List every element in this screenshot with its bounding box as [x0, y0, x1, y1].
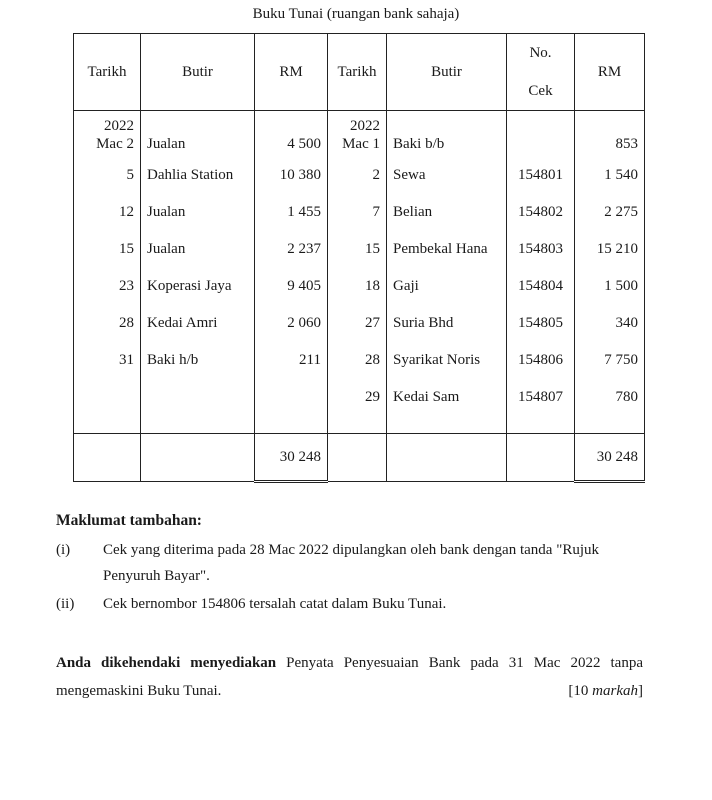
- credit-cheque: 154807: [507, 379, 575, 416]
- debit-amount: 211: [255, 342, 328, 379]
- info-title: Maklumat tambahan:: [56, 512, 202, 529]
- table-row: [74, 111, 645, 158]
- header-tarikh-left: Tarikh: [74, 34, 141, 111]
- credit-cheque: 154804: [507, 268, 575, 305]
- credit-cheque: [507, 111, 575, 158]
- credit-date: 29: [328, 379, 387, 416]
- year-right: 2022: [350, 118, 380, 134]
- debit-amount: 4 500: [255, 111, 328, 158]
- header-no-cek: [507, 34, 575, 111]
- credit-cheque: 154806: [507, 342, 575, 379]
- debit-amount: [255, 379, 328, 416]
- table-row: [74, 268, 645, 305]
- marks-word: markah: [592, 683, 638, 699]
- table-row: [74, 157, 645, 194]
- debit-details: Kedai Amri: [141, 305, 255, 342]
- debit-details: Dahlia Station: [141, 157, 255, 194]
- credit-details: Sewa: [387, 157, 507, 194]
- credit-details: Belian: [387, 194, 507, 231]
- credit-amount: 780: [575, 379, 645, 416]
- table-row: [74, 379, 645, 416]
- header-rm-left: RM: [255, 34, 328, 111]
- credit-date: 18: [328, 268, 387, 305]
- table-spacer-row: [74, 416, 645, 434]
- debit-date: 31: [74, 342, 141, 379]
- credit-details: Gaji: [387, 268, 507, 305]
- credit-amount: 1 500: [575, 268, 645, 305]
- credit-details: Kedai Sam: [387, 379, 507, 416]
- header-cek-label: Cek: [528, 83, 553, 99]
- table-caption: Buku Tunai (ruangan bank sahaja): [252, 6, 460, 22]
- debit-date: 12: [74, 194, 141, 231]
- info-item-text: Cek yang diterima pada 28 Mac 2022 dipulangkan oleh bank dengan tanda "Rujuk Penyuruh Bayar".: [103, 542, 599, 584]
- debit-date: 15: [74, 231, 141, 268]
- info-item-text: Cek bernombor 154806 tersalah catat dalam Buku Tunai.: [103, 596, 447, 612]
- marks-suffix: ]: [638, 683, 643, 699]
- year-left: 2022: [104, 118, 134, 134]
- credit-amount: 15 210: [575, 231, 645, 268]
- total-right: 30 248: [575, 434, 645, 482]
- info-item-2: [56, 591, 646, 617]
- debit-date: [74, 111, 141, 158]
- header-butir-left: Butir: [141, 34, 255, 111]
- table-total-row: [74, 434, 645, 482]
- table-row: [74, 305, 645, 342]
- instruction-bold: Anda dikehendaki menyediakan: [56, 655, 277, 671]
- header-tarikh-right: Tarikh: [328, 34, 387, 111]
- credit-date: [328, 111, 387, 158]
- credit-cheque: 154802: [507, 194, 575, 231]
- debit-details: Jualan: [141, 231, 255, 268]
- info-item-number: (i): [56, 542, 71, 558]
- credit-date-value: Mac 1: [342, 136, 380, 152]
- table-row: [74, 194, 645, 231]
- debit-date: [74, 379, 141, 416]
- credit-date: 28: [328, 342, 387, 379]
- header-butir-right: Butir: [387, 34, 507, 111]
- info-item-1: [56, 537, 646, 589]
- credit-cheque: 154803: [507, 231, 575, 268]
- credit-date: 15: [328, 231, 387, 268]
- debit-details: Jualan: [141, 194, 255, 231]
- debit-amount: 10 380: [255, 157, 328, 194]
- credit-date: 2: [328, 157, 387, 194]
- header-rm-right: RM: [575, 34, 645, 111]
- table-header-row: [74, 34, 645, 111]
- info-item-number: (ii): [56, 596, 75, 612]
- header-no-label: No.: [529, 45, 552, 61]
- credit-amount: 340: [575, 305, 645, 342]
- instruction: [56, 649, 643, 705]
- debit-details: Koperasi Jaya: [141, 268, 255, 305]
- total-left: 30 248: [255, 434, 328, 482]
- credit-amount: 1 540: [575, 157, 645, 194]
- table-row: [74, 342, 645, 379]
- credit-cheque: 154801: [507, 157, 575, 194]
- debit-amount: 2 237: [255, 231, 328, 268]
- debit-amount: 1 455: [255, 194, 328, 231]
- credit-details: Suria Bhd: [387, 305, 507, 342]
- credit-cheque: 154805: [507, 305, 575, 342]
- table-row: [74, 231, 645, 268]
- credit-date: 27: [328, 305, 387, 342]
- debit-amount: 2 060: [255, 305, 328, 342]
- debit-amount: 9 405: [255, 268, 328, 305]
- cash-book-table: [73, 33, 645, 483]
- credit-details: Baki b/b: [387, 111, 507, 158]
- debit-details: Jualan: [141, 111, 255, 158]
- marks-label: [568, 677, 643, 705]
- credit-date: 7: [328, 194, 387, 231]
- credit-details: Syarikat Noris: [387, 342, 507, 379]
- debit-details: Baki h/b: [141, 342, 255, 379]
- credit-amount: 2 275: [575, 194, 645, 231]
- marks-prefix: [10: [568, 683, 593, 699]
- debit-date-value: Mac 2: [96, 136, 134, 152]
- debit-date: 5: [74, 157, 141, 194]
- credit-amount: 853: [575, 111, 645, 158]
- debit-date: 23: [74, 268, 141, 305]
- debit-date: 28: [74, 305, 141, 342]
- instruction-text: Penyata Penyesuaian Bank pada 31 Mac 2022 tanpa mengemaskini Buku Tunai.: [56, 655, 643, 699]
- debit-details: [141, 379, 255, 416]
- credit-details: Pembekal Hana: [387, 231, 507, 268]
- credit-amount: 7 750: [575, 342, 645, 379]
